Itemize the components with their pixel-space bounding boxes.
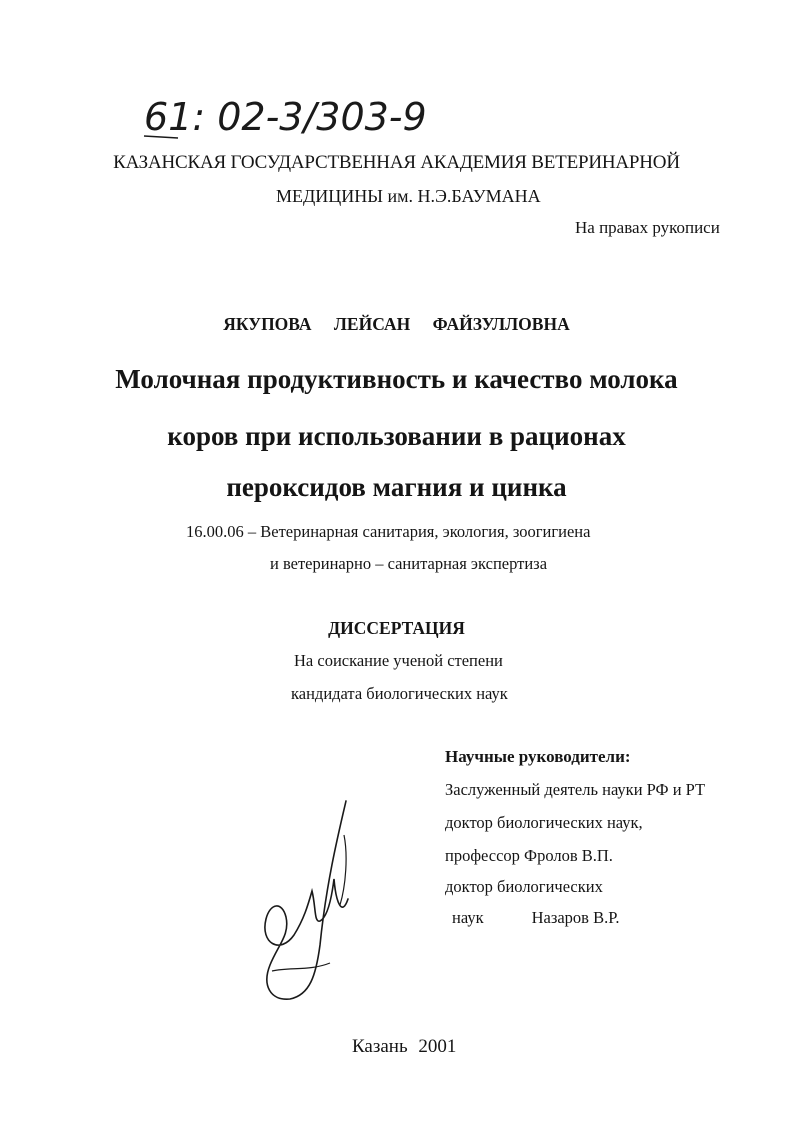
- supervisor-degree: наук: [452, 908, 484, 927]
- supervisor-name: Назаров В.Р.: [531, 908, 620, 927]
- handwritten-archive-code: [138, 84, 538, 154]
- dissertation-type: ДИССЕРТАЦИЯ: [328, 618, 465, 638]
- specialty-line-1: 16.00.06 – Ветеринарная санитария, экология, зоогигиена: [186, 522, 591, 541]
- degree-line-2: кандидата биологических наук: [291, 684, 508, 703]
- supervisor-line-5: [452, 908, 619, 928]
- title-line-3: пероксидов магния и цинка: [226, 472, 567, 502]
- supervisor-line-1: Заслуженный деятель науки РФ и РТ: [445, 780, 706, 799]
- archive-code-text: 61: 02-3/303-9: [144, 95, 427, 139]
- title-line-1: Молочная продуктивность и качество молока: [115, 364, 678, 394]
- degree-line-1: На соискание ученой степени: [294, 651, 503, 670]
- city-year: Казань 2001: [352, 1036, 457, 1057]
- supervisors-heading: Научные руководители:: [445, 747, 631, 766]
- specialty-line-2: и ветеринарно – санитарная экспертиза: [270, 554, 548, 573]
- supervisor-line-4: доктор биологических: [445, 877, 603, 896]
- institution-line-2: МЕДИЦИНЫ им. Н.Э.БАУМАНА: [276, 186, 541, 206]
- institution-line-1: КАЗАНСКАЯ ГОСУДАРСТВЕННАЯ АКАДЕМИЯ ВЕТЕРИНАРНОЙ: [113, 152, 680, 173]
- author-name: ЯКУПОВА ЛЕЙСАН ФАЙЗУЛЛОВНА: [223, 314, 570, 334]
- supervisor-line-3: профессор Фролов В.П.: [445, 846, 613, 865]
- author-signature: [250, 795, 360, 1005]
- manuscript-rights: На правах рукописи: [575, 218, 720, 237]
- title-line-2: коров при использовании в рационах: [167, 421, 626, 451]
- supervisor-line-2: доктор биологических наук,: [445, 813, 643, 832]
